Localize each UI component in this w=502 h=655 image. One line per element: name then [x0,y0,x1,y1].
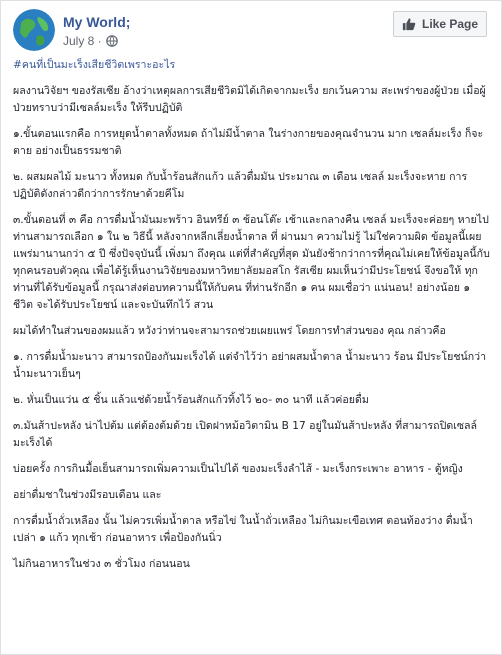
post-paragraph: การดื่มน้ำถั่วเหลือง นั้น ไม่ควรเพิ่มน้ำตาล หรือไข่ ในน้ำถั่วเหลือง ไม่กินมะเขือเทศ ตอนท้องว่าง ดื่มน้ำเปล่า ๑ แก้ว ทุกเช้า ก่อนอาหาร เพื่อป้องกันนิ่ว [13,515,473,544]
post-body [13,57,491,582]
like-page-label: Like Page [421,17,479,31]
post-meta [63,34,118,48]
post-date[interactable]: July 8 · [63,34,102,48]
post-paragraph: ๓.มันส้าปะหลัง น่าไปต้ม แต่ต้องต้มด้วย เปิดฝาหม้อวิตามิน B 17 อยู่ในมันส้าปะหลัง ที่สามารถปิดเซลล์มะเร็งได้ [13,420,477,449]
page-name[interactable]: My World; [63,14,131,30]
globe-icon [13,9,55,51]
post-paragraph: ๒. หั่นเป็นแว่น ๕ ชิ้น แล้วแช่ด้วยน้ำร้อนสักแก้วทิ้งไว้ ๒๐- ๓๐ นาที แล้วค่อยดื่ม [13,394,369,406]
like-page-button[interactable] [393,11,487,37]
post-paragraph: ๑.ขั้นตอนแรกคือ การหยุดน้ำตาลทั้งหมด ถ้าไม่มีน้ำตาล ในร่างกายของคุณจำนวน มาก เซลล์มะเร็ง ก็จะตาย อย่างเป็นธรรมชาติ [13,128,484,157]
thumbs-up-icon [402,17,416,31]
post-paragraph: อย่าดื่มชาในช่วงมีรอบเดือน และ [13,489,162,501]
post-header [13,9,491,53]
post-paragraph: บ่อยครั้ง การกินมื้อเย็นสามารถเพิ่มความเป็นไปได้ ของมะเร็งลำไส้ - มะเร็งกระเพาะ อาหาร - ตู้หญิง [13,463,463,475]
post-paragraph: ไม่กินอาหารในช่วง ๓ ชั่วโมง ก่อนนอน [13,558,190,570]
post-paragraph: ๓.ขั้นตอนที่ ๓ คือ การดื่มน้ำมันมะพร้าว อินทรีย์ ๓ ช้อนโต๊ะ เช้าและกลางคืน เซลล์ มะเร็งจะค่อยๆ หายไป ท่านสามารถเลือก ๑ ใน ๒ วิธีนี้ หลังจากหลีกเลี่ยงน้ำตาล ที่ ผ่านมา ความไม่รู้ ไม่ใช่ความผิด ข้อมูลนี้เผยแพร่มานานกว่า ๕ ปี ซึ่งปัจจุบันนี้ เพิ่งมา ถึงคุณ แต่ที่สำคัญที่สุด มันยังช้ากว่าการที่คุณไม่เคยให้ข้อมูลนี้กับทุกคนรอบตัวคุณ เพื่อได้รู้เห็นงานวิจัยของมหาวิทยาลัยมอสโก รัสเซีย ผมเห็นว่ามีประโยชน์ จึงขอให้ ทุกท่านที่ได้รับข้อมูลนี้ กรุณาส่งต่อบทความนี้ให้กับคน ที่ท่านรักอีก ๑ คน ผมเชื่อว่า แน่นอน! อย่างน้อย ๑ ชีวิต จะได้รับประโยชน์ และจะบันทึกไว้ สวน [13,214,490,311]
post-paragraph: ผลงานวิจัยฯ ของรัสเซีย อ้างว่าเหตุผลการเสียชีวิตมิได้เกิดจากมะเร็ง ยกเว้นความ สะเพร่าของผู้ป่วย เมื่อผู้ป่วยทราบว่ามีเซลล์มะเร็ง ให้รีบปฏิบัติ [13,85,486,114]
hashtag-link[interactable]: #คนที่เป็นมะเร็งเสียชีวิตเพราะอะไร [13,59,176,71]
page-avatar[interactable] [13,9,55,51]
public-audience-icon [106,35,118,47]
post-paragraph: ผมได้ทำในส่วนของผมแล้ว หวังว่าท่านจะสามารถช่วยเผยแพร่ โดยการทำส่วนของ คุณ กล่าวคือ [13,325,446,337]
post-paragraph: ๑. การดื่มน้ำมะนาว สามารถป้องกันมะเร็งได้ แต่จำไว้ว่า อย่าผสมน้ำตาล น้ำมะนาว ร้อน มีประโยชน์กว่า น้ำมะนาวเย็นๆ [13,351,487,380]
post-paragraph: ๒. ผสมผลไม้ มะนาว ทั้งหมด กับน้ำร้อนสักแก้ว แล้วดื่มมัน ประมาณ ๓ เดือน เซลล์ มะเร็งจะหาย การปฏิบัติดังกล่าวดีกว่าการรักษาด้วยคีโม [13,171,468,200]
